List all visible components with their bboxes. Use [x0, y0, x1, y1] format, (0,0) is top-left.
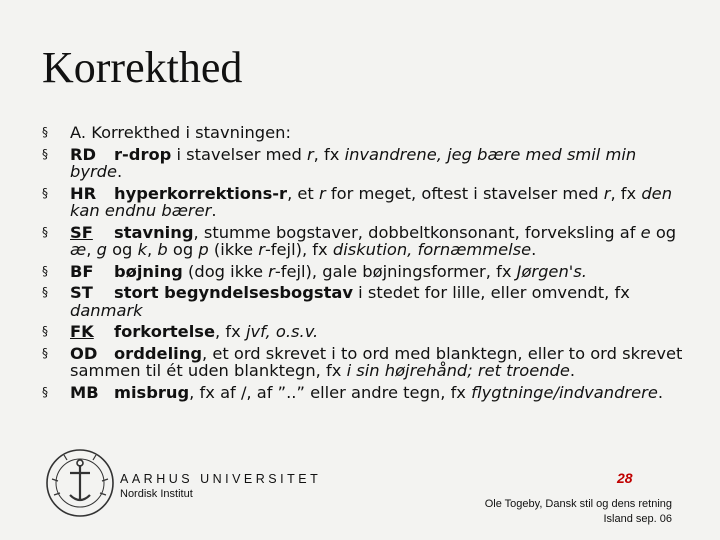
error-term: stavning — [114, 222, 194, 242]
list-item — [42, 323, 692, 341]
bullet-icon: § — [42, 224, 48, 239]
text-run: , et ord skrevet i to ord med blanktegn, eller to ord skrevet sammen til ét uden blanktegn, fx — [70, 343, 683, 380]
text-run: (ikke — [208, 240, 259, 259]
text-run: , — [147, 240, 158, 259]
text-run: i sin højrehånd; ret troende — [346, 361, 570, 380]
error-term: misbrug — [114, 382, 190, 402]
text-run: og — [167, 240, 199, 259]
text-run: invandrene, jeg bære med smil min byrde — [70, 144, 637, 181]
text-run: -fejl), fx — [264, 240, 333, 259]
text-run: e — [640, 222, 651, 242]
text-run: og — [650, 222, 677, 242]
text-run: , — [86, 240, 97, 259]
error-code: HR — [70, 183, 97, 203]
university-name: AARHUS UNIVERSITET — [120, 472, 322, 486]
list-item — [42, 185, 692, 220]
text-run: flygtninge/indvandrere — [471, 382, 658, 402]
university-seal-icon — [44, 443, 116, 523]
institute-name: Nordisk Institut — [120, 488, 193, 500]
error-code: RD — [70, 144, 97, 164]
text-run: r — [268, 261, 275, 281]
text-run: p — [198, 240, 209, 259]
text-run: for meget, oftest i stavelser med — [325, 183, 604, 203]
bullet-icon: § — [42, 146, 48, 161]
error-code: MB — [70, 382, 99, 402]
text-run: danmark — [70, 300, 143, 320]
list-item — [42, 146, 692, 181]
text-run: . — [657, 382, 664, 402]
text-run: r — [319, 183, 326, 203]
bullet-list — [42, 124, 692, 405]
bullet-icon: § — [42, 384, 48, 399]
text-run: den kan endnu bærer — [70, 183, 673, 220]
error-term: forkortelse — [114, 322, 216, 341]
text-run: i stavelser med — [171, 144, 307, 164]
bullet-icon: § — [42, 285, 48, 299]
list-item — [42, 284, 692, 319]
slide-title: Korrekthed — [42, 43, 243, 92]
list-item — [42, 384, 692, 402]
text-run: , stumme bogstaver, dobbeltkonsonant, forveksling af — [193, 222, 641, 242]
text-run: og — [106, 240, 138, 259]
error-code: SF — [70, 222, 93, 242]
error-code: ST — [70, 283, 93, 302]
text-run: r — [603, 183, 611, 203]
list-item — [42, 345, 692, 380]
bullet-icon: § — [42, 125, 48, 139]
text-run: , et — [287, 183, 319, 203]
error-term: bøjning — [114, 261, 183, 281]
text-run: (dog ikke — [182, 261, 269, 281]
error-term: stort begyndelsesbogstav — [114, 283, 353, 302]
error-term: orddeling — [114, 343, 202, 363]
text-run: k — [137, 240, 147, 259]
credit-line: Island sep. 06 — [603, 513, 672, 525]
text-run: . — [211, 201, 217, 220]
text-run: A. Korrekthed i stavningen: — [70, 123, 291, 142]
page-number: 28 — [617, 470, 633, 486]
credit — [485, 497, 672, 527]
text-run: . — [531, 240, 537, 259]
text-run: r — [306, 144, 314, 164]
text-run: Jørgen's. — [516, 261, 587, 281]
text-run: . — [117, 162, 123, 181]
text-run: , fx — [610, 183, 642, 203]
text-run: diskution, fornæmmelse — [332, 240, 532, 259]
text-run: . — [569, 361, 576, 380]
list-item — [42, 224, 692, 259]
text-run: g — [96, 240, 107, 259]
list-item — [42, 124, 692, 142]
error-term: hyperkorrektions-r — [114, 183, 288, 203]
text-run: , fx — [215, 322, 246, 341]
text-run: b — [157, 240, 168, 259]
error-code: FK — [70, 322, 94, 341]
error-code: OD — [70, 343, 98, 363]
bullet-icon: § — [42, 185, 48, 200]
text-run: -fejl), gale bøjningsformer, fx — [274, 261, 517, 281]
bullet-icon: § — [42, 324, 48, 338]
text-run: æ — [70, 240, 87, 259]
text-run: jvf, o.s.v. — [245, 322, 319, 341]
error-term: r-drop — [114, 144, 172, 164]
list-item — [42, 263, 692, 281]
credit-line: Ole Togeby, Dansk stil og dens retning — [484, 498, 672, 510]
text-run: i stedet for lille, eller omvendt, fx — [352, 283, 630, 302]
text-run: , fx — [313, 144, 345, 164]
error-code: BF — [70, 261, 94, 281]
text-run: r — [258, 240, 265, 259]
bullet-icon: § — [42, 263, 48, 278]
text-run: , fx af /, af ”..” eller andre tegn, fx — [189, 382, 472, 402]
bullet-icon: § — [42, 345, 48, 360]
